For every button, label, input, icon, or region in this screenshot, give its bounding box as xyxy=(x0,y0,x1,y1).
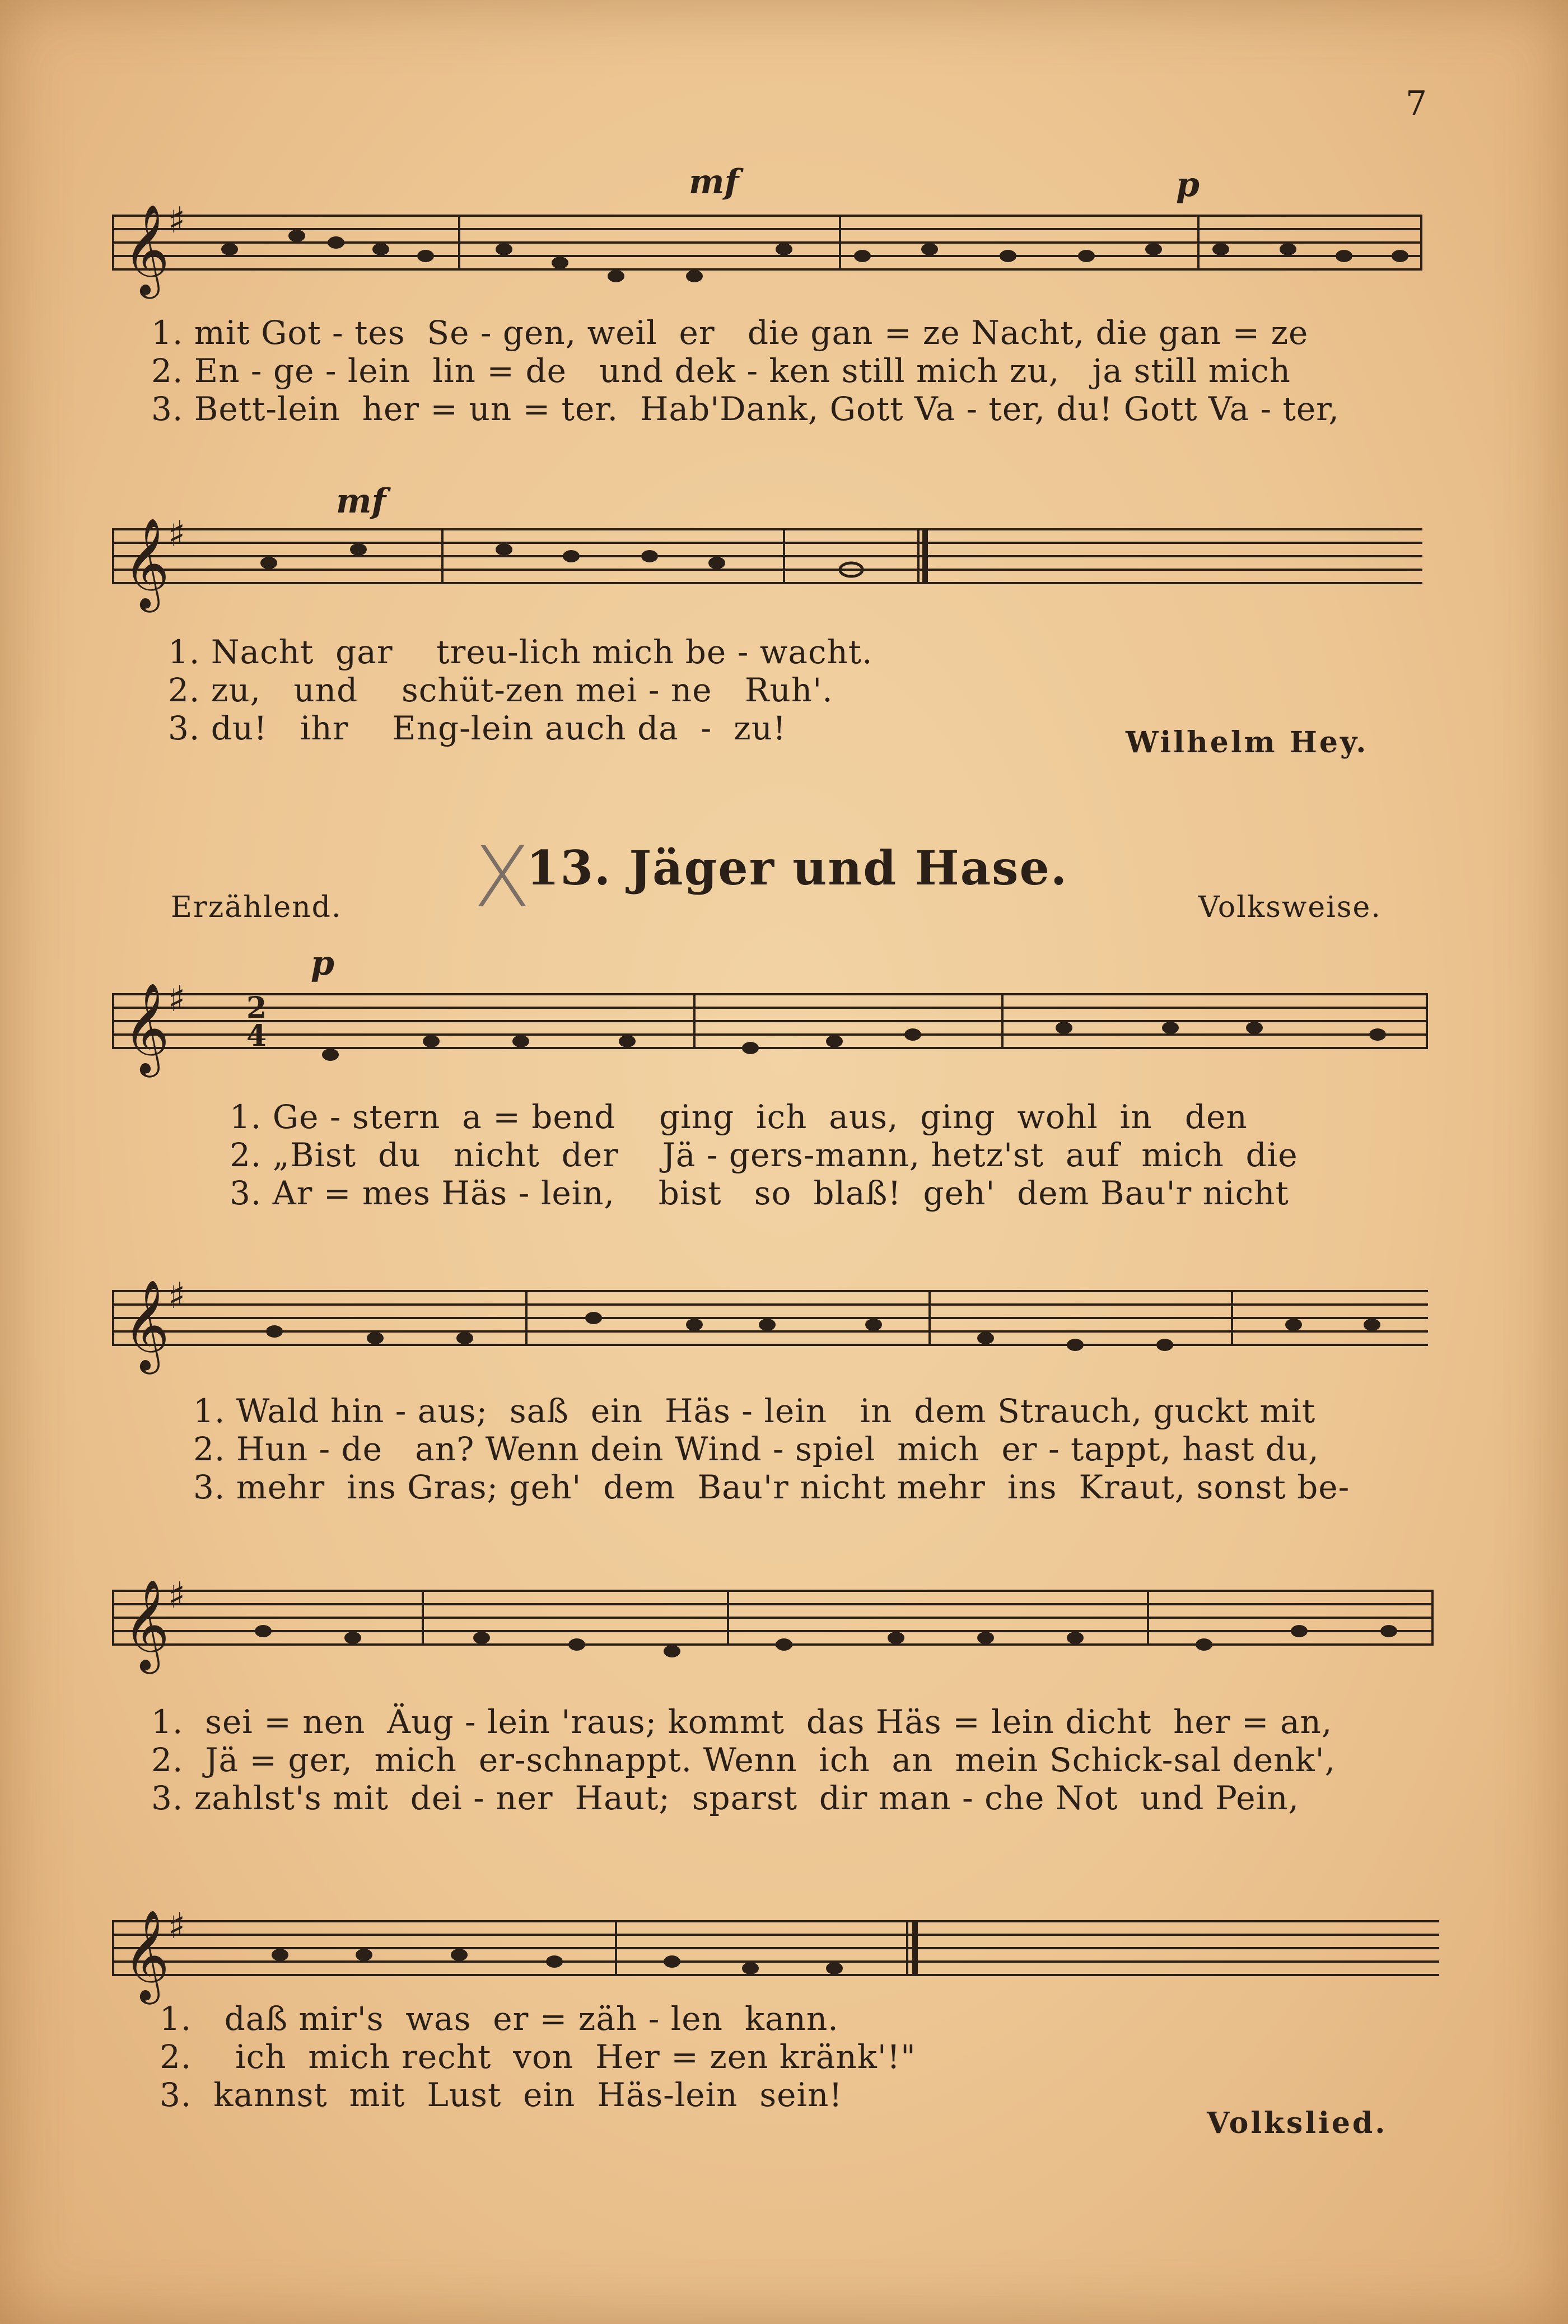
sharp-icon: ♯ xyxy=(168,514,185,555)
lyrics-block xyxy=(151,1703,1336,1817)
treble-clef-icon: 𝄞 xyxy=(123,1910,170,2001)
pencil-mark: X xyxy=(473,829,531,926)
lyrics-block xyxy=(230,1098,1298,1212)
song-title: 13. Jäger und Hase. xyxy=(526,840,1068,896)
music-staff xyxy=(112,1575,1434,1675)
lyric-verse-2: 2. zu, und schüt-zen mei - ne Ruh'. xyxy=(168,671,833,709)
sharp-icon: ♯ xyxy=(168,979,185,1020)
staff-lines-svg xyxy=(112,1575,1434,1675)
dynamic-p: p xyxy=(1176,165,1200,204)
lyrics-block xyxy=(151,314,1340,428)
lyric-verse-3: 3. Ar = mes Häs - lein, bist so blaß! geh' dem Bau'r nicht xyxy=(230,1174,1289,1212)
sharp-icon: ♯ xyxy=(168,1906,185,1947)
lyric-verse-1: 1. mit Got - tes Se - gen, weil er die gan = ze Nacht, die gan = ze xyxy=(151,314,1309,352)
treble-clef-icon: 𝄞 xyxy=(123,1279,170,1371)
time-signature-bottom: 4 xyxy=(246,1019,267,1053)
dynamic-p: p xyxy=(311,944,334,983)
lyric-verse-3: 3. du! ihr Eng-lein auch da - zu! xyxy=(168,709,787,747)
lyric-verse-1: 1. Ge - stern a = bend ging ich aus, ging wohl in den xyxy=(230,1098,1248,1136)
music-staff xyxy=(112,200,1422,300)
staff-lines-svg xyxy=(112,200,1422,300)
music-staff xyxy=(112,979,1428,1078)
sharp-icon: ♯ xyxy=(168,1575,185,1617)
music-staff xyxy=(112,514,1422,613)
dynamic-mf: mf xyxy=(336,482,386,521)
music-staff xyxy=(112,1906,1439,2005)
lyric-verse-1: 1. sei = nen Äug - lein 'raus; kommt das Häs = lein dicht her = an, xyxy=(151,1703,1333,1741)
lyric-verse-1: 1. Nacht gar treu-lich mich be - wacht. xyxy=(168,633,873,671)
lyrics-block xyxy=(193,1392,1350,1506)
lyric-verse-1: 1. Wald hin - aus; saß ein Häs - lein in dem Strauch, guckt mit xyxy=(193,1392,1316,1430)
treble-clef-icon: 𝄞 xyxy=(123,982,170,1074)
song-attribution: Volkslied. xyxy=(1207,2106,1388,2140)
music-staff xyxy=(112,1275,1428,1375)
sharp-icon: ♯ xyxy=(168,200,185,241)
staff-lines-svg xyxy=(112,1906,1439,2005)
lyric-verse-3: 3. kannst mit Lust ein Häs-lein sein! xyxy=(160,2076,843,2114)
staff-lines-svg xyxy=(112,1275,1428,1375)
melody-source: Volksweise. xyxy=(1198,891,1382,924)
lyric-verse-3: 3. zahlst's mit dei - ner Haut; sparst dir man - che Not und Pein, xyxy=(151,1779,1299,1817)
page-number: 7 xyxy=(1406,84,1427,123)
lyric-verse-1: 1. daß mir's was er = zäh - len kann. xyxy=(160,2000,839,2038)
dynamic-mf: mf xyxy=(689,162,739,202)
staff-lines-svg xyxy=(112,514,1422,613)
lyric-verse-2: 2. „Bist du nicht der Jä - gers-mann, hetz'st auf mich die xyxy=(230,1136,1298,1174)
lyric-verse-2: 2. Hun - de an? Wenn dein Wind - spiel mich er - tappt, hast du, xyxy=(193,1430,1319,1468)
treble-clef-icon: 𝄞 xyxy=(123,1579,170,1670)
treble-clef-icon: 𝄞 xyxy=(123,204,170,295)
author-attribution: Wilhelm Hey. xyxy=(1126,725,1369,760)
sharp-icon: ♯ xyxy=(168,1275,185,1317)
lyric-verse-2: 2. ich mich recht von Her = zen kränk'!" xyxy=(160,2038,916,2076)
lyrics-block xyxy=(160,2000,916,2114)
lyric-verse-2: 2. En - ge - lein lin = de und dek - ken still mich zu, ja still mich xyxy=(151,352,1291,390)
lyrics-block xyxy=(168,633,873,747)
lyric-verse-3: 3. Bett-lein her = un = ter. Hab'Dank, Gott Va - ter, du! Gott Va - ter, xyxy=(151,390,1340,428)
treble-clef-icon: 𝄞 xyxy=(123,518,170,609)
time-signature-top: 2 xyxy=(246,991,267,1025)
lyric-verse-3: 3. mehr ins Gras; geh' dem Bau'r nicht mehr ins Kraut, sonst be- xyxy=(193,1468,1350,1506)
tempo-marking: Erzählend. xyxy=(171,891,342,924)
lyric-verse-2: 2. Jä = ger, mich er-schnappt. Wenn ich an mein Schick-sal denk', xyxy=(151,1741,1336,1779)
staff-lines-svg xyxy=(112,979,1428,1078)
